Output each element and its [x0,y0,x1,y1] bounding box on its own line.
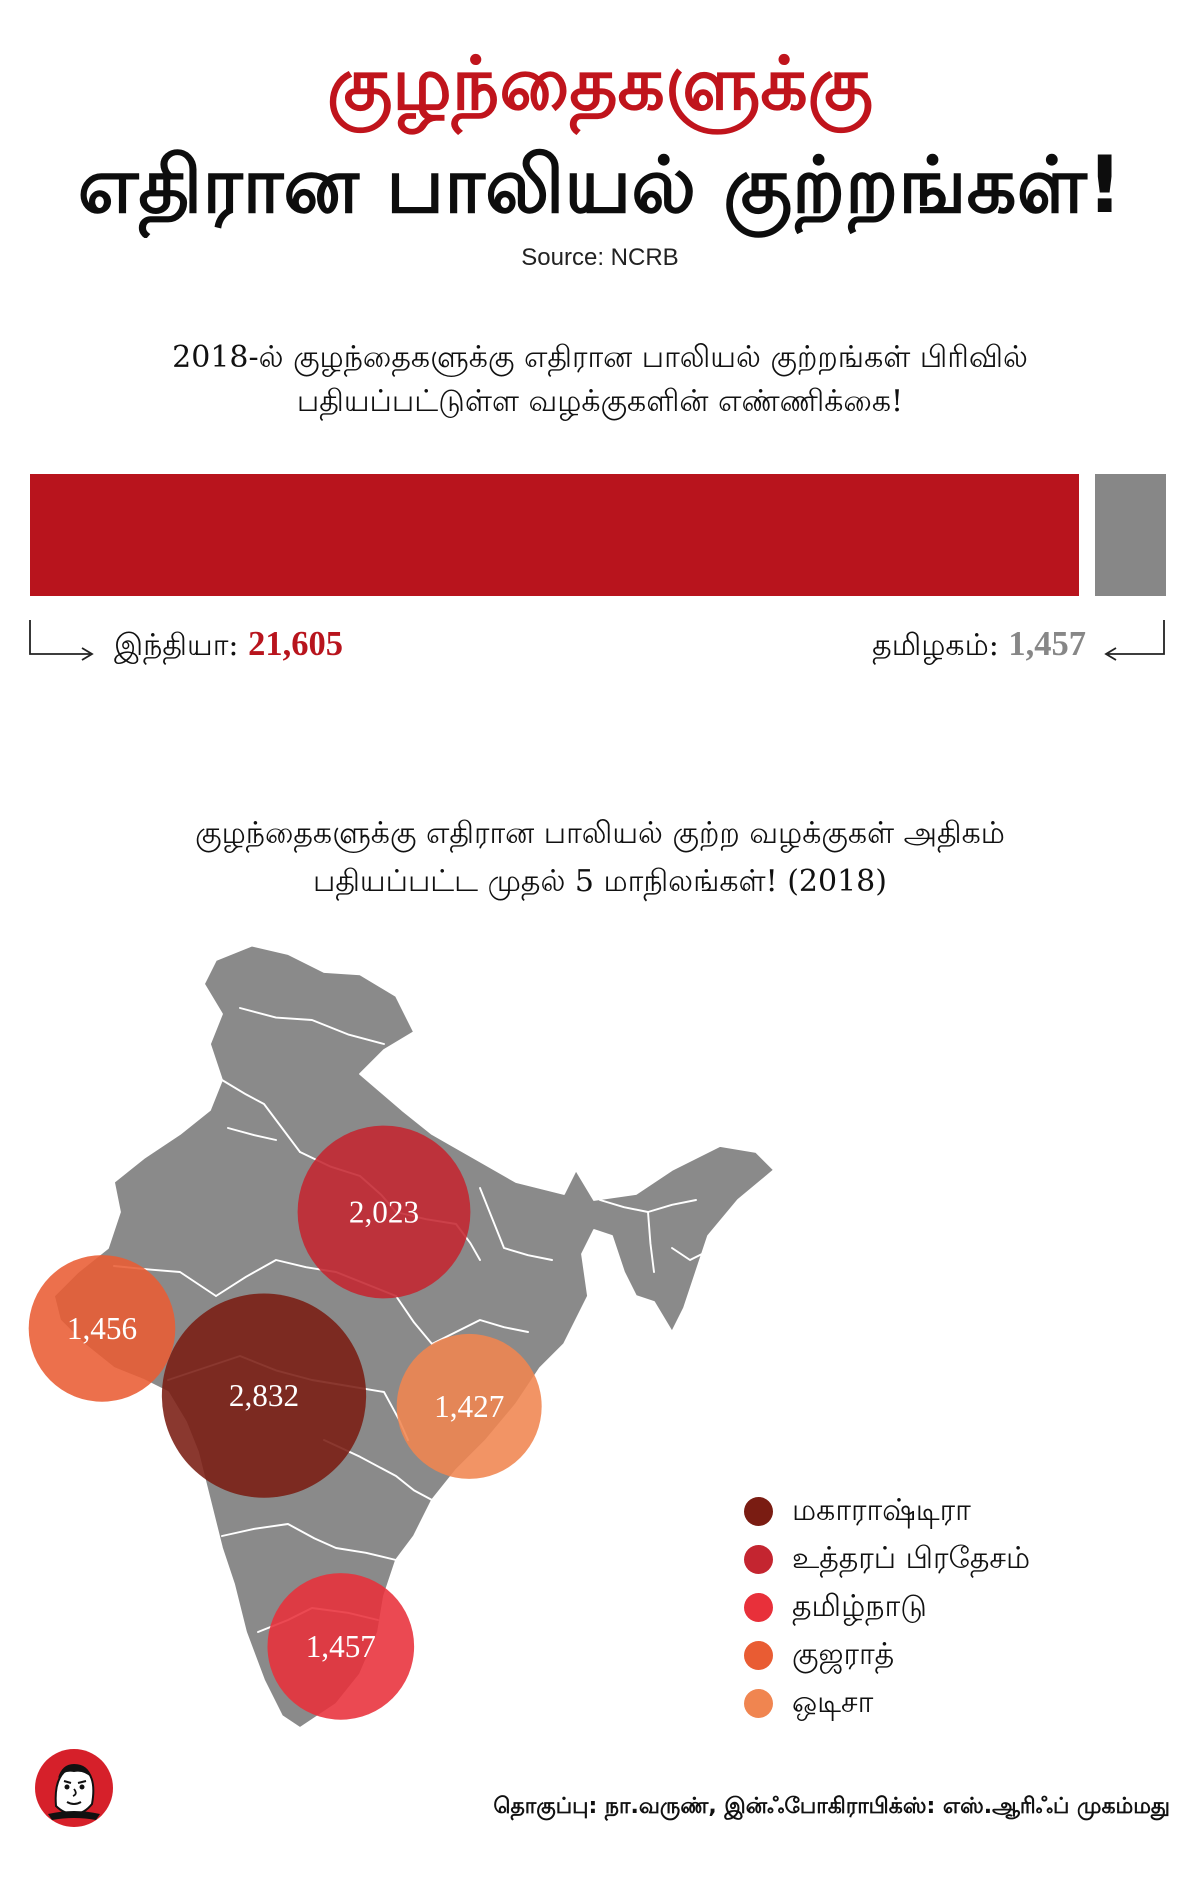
label-separator: : [228,628,239,663]
publisher-logo [34,1748,114,1828]
legend-item [744,1631,1184,1679]
page-title-line2: எதிரான பாலியல் குற்றங்கள்! [77,141,1123,231]
value-tamilnadu: 1,457 [1008,625,1086,663]
page-title-line1: குழந்தைகளுக்கு [326,41,874,127]
legend-item [744,1679,1184,1727]
label-separator: : [988,628,999,663]
bar-india [30,474,1079,596]
bubble-label-uttar-pradesh: 2,023 [348,1194,420,1230]
legend-label: உத்தரப் பிரதேசம் [792,1541,1031,1576]
source-note: Source: NCRB [521,244,679,271]
india-map [0,912,840,1776]
legend-item [744,1487,1184,1535]
legend-swatch [744,1593,773,1622]
map-title-line2: பதியப்பட்ட முதல் 5 மாநிலங்கள்! (2018) [313,864,887,899]
legend-swatch [744,1497,773,1526]
label-india [114,620,634,668]
bubble-label-odisha: 1,427 [434,1388,505,1424]
legend-label: மகாராஷ்டிரா [792,1493,971,1528]
value-india: 21,605 [248,625,343,663]
legend-item [744,1535,1184,1583]
legend-swatch [744,1545,773,1574]
arrow-left-icon [1102,614,1174,662]
bubble-label-tamil-nadu: 1,457 [305,1628,376,1664]
bubble-label-maharashtra: 2,832 [228,1378,300,1414]
credits: தொகுப்பு: நா.வருண், இன்ஃபோகிராபிக்ஸ்: எஸ்.ஆரிஃப் முகம்மது [493,1794,1170,1819]
bubble-label-gujarat: 1,456 [66,1310,138,1346]
legend-swatch [744,1689,773,1718]
label-tamilnadu [566,620,1086,668]
bar-chart-title-line2: பதியப்பட்டுள்ள வழக்குகளின் எண்ணிக்கை! [296,384,904,419]
legend-item [744,1583,1184,1631]
category-india: இந்தியா [114,628,229,663]
legend-label: ஒடிசா [792,1685,874,1720]
arrow-right-icon [26,614,98,662]
bar-tamilnadu [1095,474,1166,596]
category-tamilnadu: தமிழகம் [872,628,989,663]
bar-track [30,474,1166,596]
bar-chart-title-line1: 2018-ல் குழந்தைகளுக்கு எதிரான பாலியல் குற்றங்கள் பிரிவில் [172,340,1028,375]
legend-label: குஜராத் [792,1637,895,1672]
legend [744,1487,1184,1727]
legend-swatch [744,1641,773,1670]
map-title-line1: குழந்தைகளுக்கு எதிரான பாலியல் குற்ற வழக்குகள் அதிகம் [195,816,1005,851]
legend-label: தமிழ்நாடு [792,1589,927,1624]
